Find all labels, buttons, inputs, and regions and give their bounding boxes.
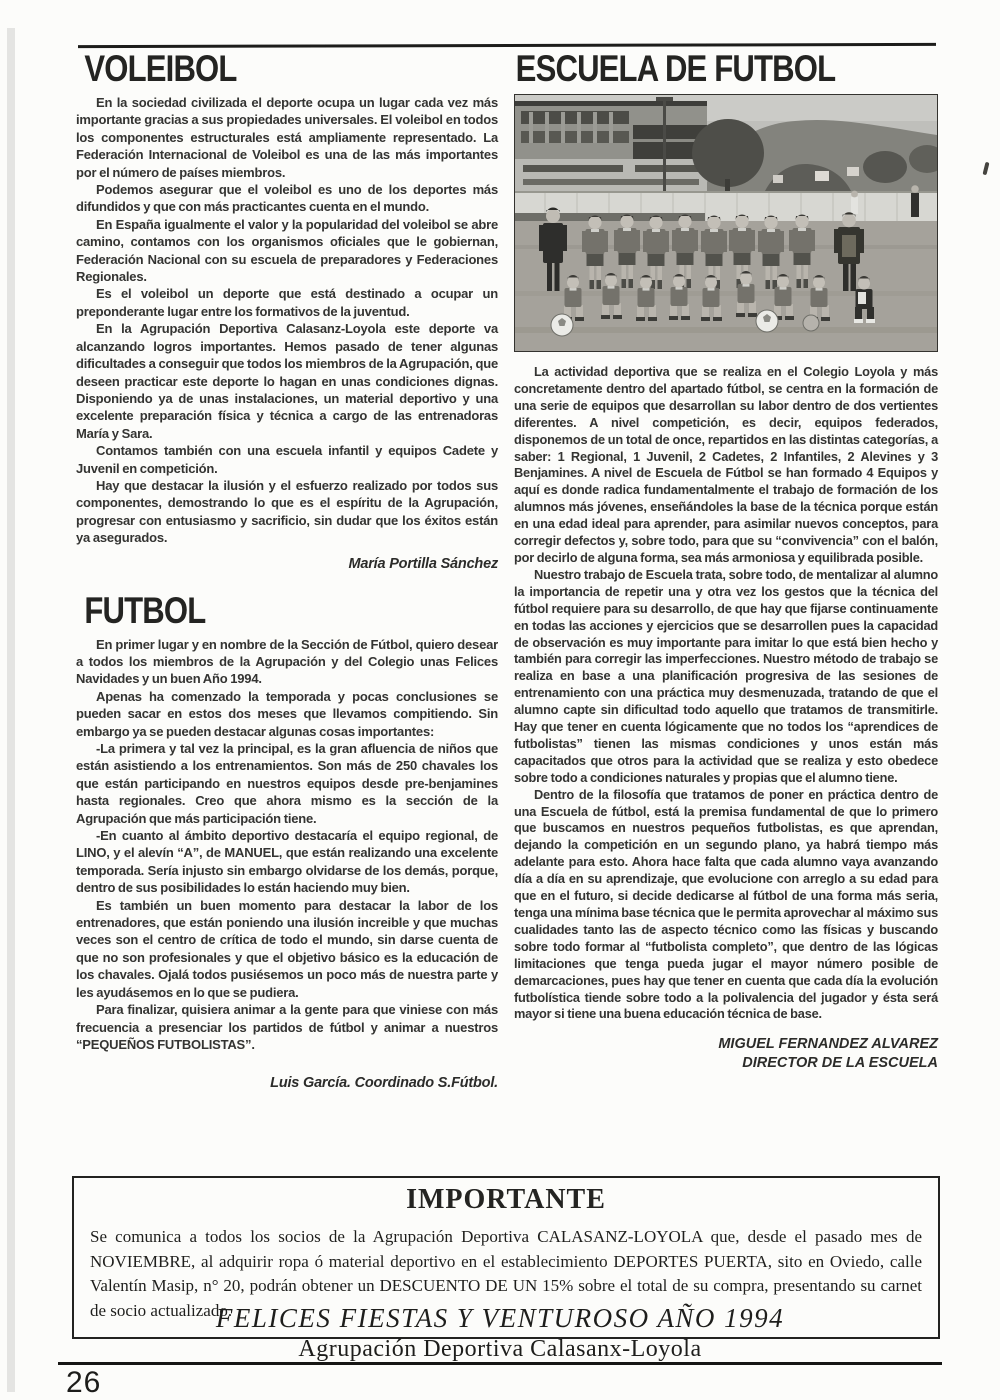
team-photo-frame [514, 94, 938, 352]
escuela-body [514, 364, 938, 1023]
paragraph: Para finalizar, quisiera animar a la gente para que viniese con más frecuencia a presenciar los partidos de fútbol y animar a nuestros “PEQUEÑOS FUTBOLISTAS”. [76, 1002, 498, 1052]
team-photo [515, 95, 937, 351]
paragraph: Contamos también con una escuela infantil y equipos Cadete y Juvenil en competición. [76, 443, 498, 476]
paragraph: Es el voleibol un deporte que está destinado a ocupar un preponderante lugar entre los formativos de la juventud. [76, 286, 498, 319]
bottom-rule [58, 1362, 942, 1365]
futbol-body [76, 636, 498, 1054]
escuela-signature-name: MIGUEL FERNANDEZ ALVAREZ [718, 1036, 938, 1053]
voleibol-body [76, 94, 498, 547]
scan-edge-band [7, 28, 15, 1392]
paragraph: Podemos asegurar que el voleibol es uno de los deportes más difundidos y que con más practicantes cuenta en el mundo. [76, 182, 498, 215]
voleibol-title: VOLEIBOL [84, 48, 237, 89]
paragraph: En la Agrupación Deportiva Calasanz-Loyola este deporte va alcanzando logros importantes. Hemos pasado de tener algunas dificultades a conseguir que todos los miembros de la Agrupación, que deseen practicar este deporte lo hagan en unas condiciones dignas. Disponiendo ya de unas instalaciones, un material deportivo y una excelente preparación física y técnica a cargo de las entrenadoras María y Sara. [76, 321, 498, 441]
paragraph: La actividad deportiva que se realiza en el Colegio Loyola y más concretamente dentro del apartado fútbol, se centra en la formación de una serie de equipos que desarrollan su labor dentro de dos vertientes diferentes. A nivel competición, es decir, equipos federados, disponemos de un total de once, repartidos en las distintas categorías, a saber: 1 Regional, 1 Juvenil, 2 Cadetes, 2 Infantiles, 2 Alevines y 3 Benjamines. A nivel de Escuela de Fútbol se han formado 4 Equipos y aquí es donde radica fundamentalmente el trabajo de formación de los alumnos más jóvenes, enseñándoles la base de la técnica porque están en una edad ideal para aprender, para asimilar nuevos conceptos, para corregir defectos y, sobre todo, para que su “convivencia” con el balón, por decirlo de alguna forma, sea más armoniosa y equilibrada posible. [514, 364, 938, 565]
futbol-signature: Luis García. Coordinado S.Fútbol. [270, 1075, 498, 1092]
escuela-signature-role: DIRECTOR DE LA ESCUELA [742, 1055, 938, 1072]
paragraph: Nuestro trabajo de Escuela trata, sobre todo, de mentalizar al alumno la importancia de repetir una y otra vez los gestos que la técnica del fútbol requiere para su desarrollo, de que hay que fijarse continuamente en todas las acciones y ejercicios que se desarrollen pues la capacidad de observación es muy importante para imitar lo que está bien hecho y también para corregir las imperfecciones. Nuestro método de trabajo se realiza en base a una planificación progresiva de las sesiones de entrenamiento con una práctica muy desmenuzada, tratando de que el alumno capte sin dificultad todo aquello que tratamos de transmitirle. Hay que tener en cuenta lógicamente que no todos los “aprendices de futbolistas” tienen las mismas condiciones y unos están más capacitados que otros para la actividad que se realiza y esto obedece sobre todo a condiciones naturales y propias que el alumno tiene. [514, 566, 938, 785]
paragraph: -La primera y tal vez la principal, es la gran afluencia de niños que están asistiendo a los entrenamientos. Son más de 250 chavales los que están participando en nuestros equipos desde pre-benjamines hasta regionales. Creo que ahora mismo es la sección de la Agrupación que más participación tiene. [76, 741, 498, 826]
left-column [76, 50, 498, 1091]
right-column [514, 50, 938, 1073]
paragraph: Hay que destacar la ilusión y el esfuerzo realizado por todos sus componentes, demostrando lo que es el espíritu de la Agrupación, progresar con entusiasmo y sacrificio, sin dudar que los éxitos están ya asegurados. [76, 477, 498, 546]
paragraph: En la sociedad civilizada el deporte ocupa un lugar cada vez más importante gracias a sus propiedades universales. El voleibol en todos los componentes estructurales está ampliamente representado. La Federación Internacional de Voleibol es una de las más importantes por el número de países miembros. [76, 95, 498, 180]
article-escuela-de-futbol [514, 50, 938, 1073]
scan-stray-mark [982, 162, 989, 176]
escuela-signature [514, 1035, 938, 1073]
paragraph: En primer lugar y en nombre de la Sección de Fútbol, quiero desear a todos los miembros de la Agrupación y del Colegio unas Felices Navidades y un buen Año 1994. [76, 636, 498, 687]
paragraph: Dentro de la filosofía que tratamos de poner en práctica dentro de una Escuela de fútbol, está la premisa fundamental de que lo primero que buscamos en nuestros pequeños futbolistas, es que aprendan, dejando la competición en un segundo plano, ya habrá tiempo más adelante para esto. Ahora hace falta que cada alumno vaya avanzando día a día en su aprendizaje, que evolucione con arreglo a su edad para que en el futuro, si decide dedicarse al fútbol de una forma más seria, tenga una mínima base técnica que le permita aprovechar al máximo sus cualidades tanto las de aspecto técnico como las físicas y buscando sobre todo formar al “futbolista completo”, que dentro de las lógicas limitaciones que tenga pueda jugar el mayor número posible de demarcaciones, pues hay que tener en cuenta que cada día la evolución futbolística tiende sobre todo a la polivalencia del jugador y ésta será mayor si tiene una buena educación técnica de base. [514, 786, 938, 1022]
footer-organization: Agrupación Deportiva Calasanx-Loyola [298, 1336, 702, 1362]
article-voleibol [76, 50, 498, 572]
escuela-title: ESCUELA DE FUTBOL [515, 48, 836, 89]
paragraph: Apenas ha comenzado la temporada y pocas conclusiones se pueden sacar en estos dos meses que llevamos compitiendo. Sin embargo ya se pueden destacar algunas cosas importantes: [76, 688, 498, 739]
futbol-title: FUTBOL [84, 589, 206, 631]
voleibol-signature: María Portilla Sánchez [348, 555, 498, 572]
paragraph: En España igualmente el valor y la popularidad del voleibol se abre camino, contamos con los organismos oficiales que le gobiernan, Federación Nacional con su escuela de preparadores y Federaciones Regionales. [76, 216, 498, 285]
page-number: 26 [66, 1366, 102, 1399]
notice-body: Se comunica a todos los socios de la Agrupación Deportiva CALASANZ-LOYOLA que, desde el pasado mes de NOVIEMBRE, al adquirir ropa ó material deportivo en el establecimiento DEPORTES PUERTA, sito en Oviedo, calle Valentín Masip, n° 20, podrán obtener un DESCUENTO DE UN 15% sobre el total de su compra, presentando su carnet de socio actualizado. [90, 1227, 922, 1320]
article-futbol [76, 589, 498, 1092]
notice-title: IMPORTANTE [406, 1184, 606, 1215]
paragraph: Es también un buen momento para destacar la labor de los entrenadores, que están poniendo una ilusión increible y que muchas veces son el centro de crítica de todo el mundo, sin darse cuenta de que no son profesionales y que el objetivo básico es la educación de los chavales. Ojalá todos pusiésemos un poco más de nuestra parte y les ayudásemos en lo que se pudiera. [76, 897, 498, 1000]
paragraph: -En cuanto al ámbito deportivo destacaría el equipo regional, de LINO, y el alevín “A”, de MANUEL, que están realizando una excelente temporada. Sería injusto sin embargo olvidarse de los demás, porque, dentro de sus posibilidades lo están haciendo muy bien. [76, 828, 498, 896]
footer-greeting: FELICES FIESTAS Y VENTUROSO AÑO 1994 [215, 1303, 785, 1333]
